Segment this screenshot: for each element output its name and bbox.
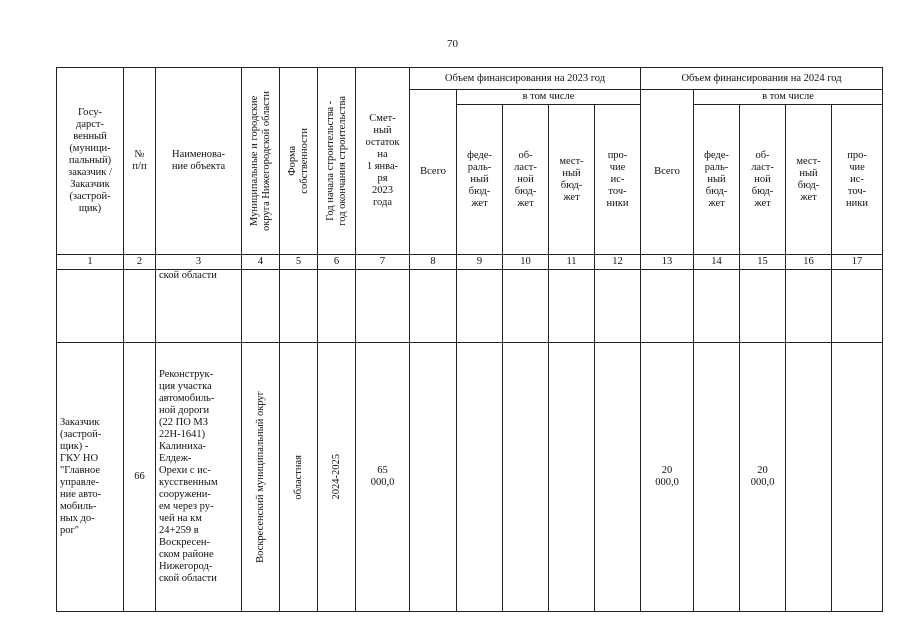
row-object-name: Реконструк- ция участка автомобиль- ной дороги (22 ПО МЗ 22Н-1641) Калиниха- Елдеж- Орехи с ис- кусственным сооружени- ем через ру- чей на км 24+259 в Воскресен- ском районе Нижегород- ской области: [156, 343, 242, 612]
column-number: 16: [786, 255, 832, 270]
header-other-2023: про- чие ис- точ- ники: [595, 105, 641, 255]
column-number: 6: [318, 255, 356, 270]
row-years-text: 2024-2025: [330, 454, 342, 500]
row-years: [318, 343, 356, 612]
header-customer: Госу- дарст- венный (муници- пальный) заказчик / Заказчик (застрой- щик): [57, 68, 124, 255]
empty-cell: [57, 270, 124, 343]
empty-cell: [457, 270, 503, 343]
empty-cell: [641, 270, 694, 343]
empty-cell: [242, 270, 280, 343]
header-total-2024: Всего: [641, 90, 694, 255]
header-funding-2023: Объем финансирования на 2023 год: [410, 68, 641, 90]
empty-cell: [740, 270, 786, 343]
header-local-2024: мест- ный бюд- жет: [786, 105, 832, 255]
header-including-2023: в том числе: [457, 90, 641, 105]
header-ownership: [280, 68, 318, 255]
header-total-2023: Всего: [410, 90, 457, 255]
column-number: 11: [549, 255, 595, 270]
header-years-text: Год начала строительства - год окончания строительства: [324, 96, 348, 226]
column-number: 14: [694, 255, 740, 270]
empty-cell: [595, 270, 641, 343]
empty-cell: [356, 270, 410, 343]
row-ownership-text: областная: [292, 454, 304, 500]
financing-table: [56, 67, 883, 612]
column-number: 13: [641, 255, 694, 270]
empty-cell: [694, 343, 740, 612]
row-num: 66: [124, 343, 156, 612]
header-local-2023: мест- ный бюд- жет: [549, 105, 595, 255]
column-number: 9: [457, 255, 503, 270]
row-district-text: Воскресенский муниципальный округ: [254, 391, 266, 563]
empty-cell: [694, 270, 740, 343]
continuation-object-name: ской области: [156, 270, 242, 343]
column-number: 5: [280, 255, 318, 270]
column-number-row: [57, 255, 883, 270]
empty-cell: [786, 343, 832, 612]
header-other-2024: про- чие ис- точ- ники: [832, 105, 883, 255]
column-number: 17: [832, 255, 883, 270]
empty-cell: [503, 343, 549, 612]
header-object-name: Наименова- ние объекта: [156, 68, 242, 255]
header-regional-2023: об- ласт- ной бюд- жет: [503, 105, 549, 255]
empty-cell: [280, 270, 318, 343]
row-regional-2024: 20 000,0: [740, 343, 786, 612]
row-district: [242, 343, 280, 612]
column-number: 7: [356, 255, 410, 270]
empty-cell: [318, 270, 356, 343]
empty-cell: [549, 343, 595, 612]
column-number: 3: [156, 255, 242, 270]
header-ownership-text: Форма собственности: [286, 128, 310, 194]
header-regional-2024: об- ласт- ной бюд- жет: [740, 105, 786, 255]
row-balance: 65 000,0: [356, 343, 410, 612]
header-funding-2024: Объем финансирования на 2024 год: [641, 68, 883, 90]
column-number: 1: [57, 255, 124, 270]
column-number: 4: [242, 255, 280, 270]
empty-cell: [786, 270, 832, 343]
column-number: 15: [740, 255, 786, 270]
row-ownership: [280, 343, 318, 612]
header-federal-2023: феде- раль- ный бюд- жет: [457, 105, 503, 255]
column-number: 8: [410, 255, 457, 270]
header-balance: Смет- ный остаток на 1 янва- ря 2023 года: [356, 68, 410, 255]
column-number: 10: [503, 255, 549, 270]
empty-cell: [832, 343, 883, 612]
empty-cell: [595, 343, 641, 612]
row-customer: Заказчик (застрой- щик) - ГКУ НО "Главное управле- ние авто- мобиль- ных до- рог": [57, 343, 124, 612]
empty-cell: [457, 343, 503, 612]
row-total-2024: 20 000,0: [641, 343, 694, 612]
header-federal-2024: феде- раль- ный бюд- жет: [694, 105, 740, 255]
header-including-2024: в том числе: [694, 90, 883, 105]
empty-cell: [503, 270, 549, 343]
column-number: 2: [124, 255, 156, 270]
continuation-row: [57, 270, 883, 343]
header-districts: [242, 68, 280, 255]
header-num: № п/п: [124, 68, 156, 255]
empty-cell: [832, 270, 883, 343]
empty-cell: [549, 270, 595, 343]
header-years: [318, 68, 356, 255]
empty-cell: [410, 270, 457, 343]
empty-cell: [124, 270, 156, 343]
page-number: 70: [447, 38, 458, 50]
column-number: 12: [595, 255, 641, 270]
empty-cell: [410, 343, 457, 612]
header-districts-text: Муниципальные и городские округа Нижегородской области: [248, 91, 272, 231]
table-row: [57, 343, 883, 612]
